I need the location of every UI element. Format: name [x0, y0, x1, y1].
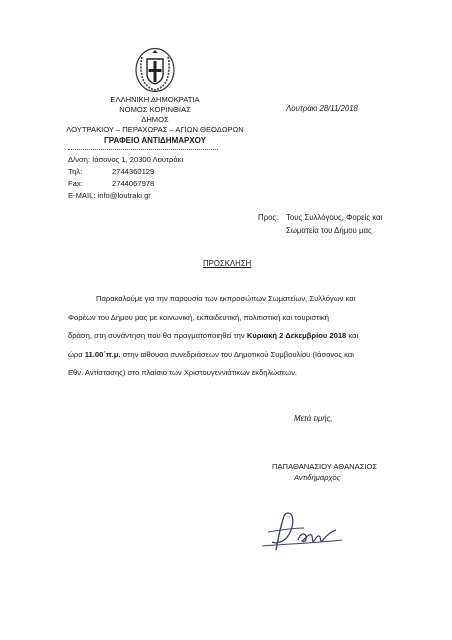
body-line-1: Παρακαλούμε για την παρουσία των εκπροσώπων Σωματείων, Συλλόγων και: [96, 294, 356, 303]
contact-phone-row: [68, 167, 155, 177]
header-office: ΓΡΑΦΕΙΟ ΑΝΤΙΔΗΜΑΡΧΟΥ: [103, 136, 207, 145]
header-prefecture: ΝΟΜΟΣ ΚΟΡΙΝΘΙΑΣ: [119, 105, 191, 114]
contact-fax-row: [68, 179, 155, 189]
contact-address: Δ/νση: Ιάσονος 1, 20300 Λουτράκι: [68, 155, 184, 164]
header-municipality: ΔΗΜΟΣ: [141, 115, 169, 124]
recipient-line-2: Σωματεία του Δήμου μας: [286, 226, 372, 235]
fax-label: Fax:: [68, 179, 83, 188]
header-municipality-name: ΛΟΥΤΡΑΚΙΟΥ – ΠΕΡΑΧΩΡΑΣ – ΑΓΙΩΝ ΘΕΟΔΩΡΩΝ: [66, 125, 244, 134]
header-republic: ΕΛΛΗΝΙΚΗ ΔΗΜΟΚΡΑΤΙΑ: [110, 95, 200, 104]
event-time: 11.00΄π.μ.: [84, 349, 121, 359]
invitation-body: [68, 290, 386, 383]
phone-value: 2744360129: [112, 167, 155, 176]
fax-value: 2744067978: [112, 179, 155, 188]
document-date: Λουτράκι 28/11/2018: [286, 104, 358, 113]
body-line-4: ώρα 11.00΄π.μ. στην αίθουσα συνεδριάσεων του Δημοτικού Συμβουλίου (Ιάσονος και: [68, 349, 354, 359]
closing-text: Μετά τιμής,: [294, 414, 333, 423]
recipient-label: Προς:: [258, 213, 279, 222]
signature-image: [246, 510, 356, 554]
recipient-line-1: Τους Συλλόγους, Φορείς και: [286, 213, 383, 222]
body-line-5: Εθν. Αντίστασης) στο πλαίσιο των Χριστουγεννιάτικων εκδηλώσεων.: [68, 368, 297, 377]
separator-dotted-line: [68, 149, 218, 150]
phone-label: Τηλ:: [68, 167, 83, 176]
signatory-name: ΠΑΠΑΘΑΝΑΣΙΟΥ ΑΘΑΝΑΣΙΟΣ: [272, 462, 378, 471]
body-line-2: Φορέων του Δήμου μας με κοινωνική, εκπαιδευτική, πολιτιστική και τουριστική: [68, 312, 329, 322]
contact-email: E-MAIL: info@loutraki.gr: [68, 191, 151, 200]
signatory-role: Αντιδήμαρχος: [294, 473, 341, 482]
document-title: ΠΡΟΣΚΛΗΣΗ: [203, 259, 252, 268]
coat-of-arms-icon: [134, 47, 176, 93]
event-date: Κυριακή 2 Δεκεμβρίου 2018: [246, 331, 347, 340]
body-line-3: δράση, στη συνάντηση που θα πραγματοποιηθεί την Κυριακή 2 Δεκεμβρίου 2018 και: [68, 331, 359, 340]
